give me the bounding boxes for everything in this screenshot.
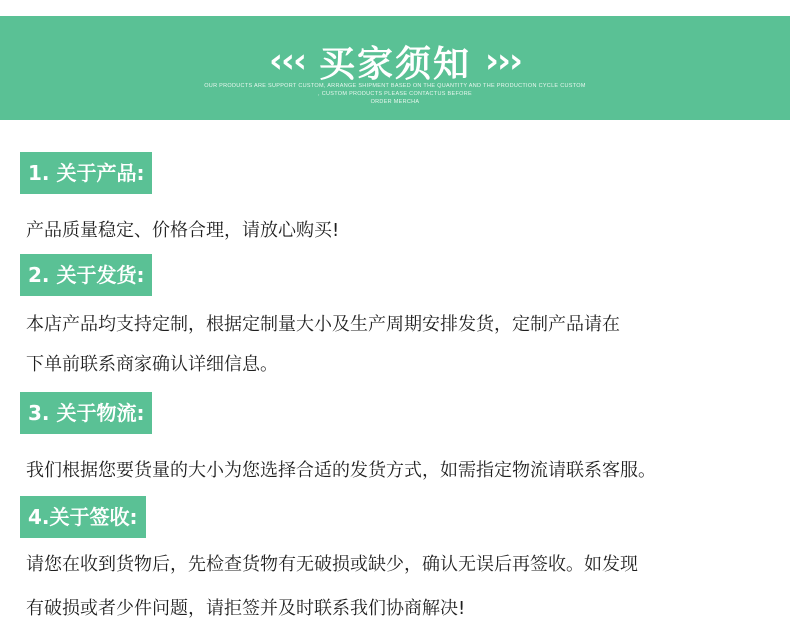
section-text-shipping: 下单前联系商家确认详细信息。 [26,354,278,375]
header-title-row [0,36,790,86]
subtitle-line: , CUSTOM PRODUCTS PLEASE CONTACTUS BEFORE [318,91,472,97]
subtitle-line: ORDER MERCHA [370,99,420,105]
section-text-logistics: 我们根据您要货量的大小为您选择合适的发货方式，如需指定物流请联系客服。 [26,460,656,481]
chevron-right-icon: ››› [485,41,522,81]
section-text-signing: 请您在收到货物后，先检查货物有无破损或缺少，确认无误后再签收。如发现 [26,554,638,575]
page-title: 买家须知 [318,43,471,85]
section-label-logistics: 3. 关于物流: [20,392,152,434]
subtitle-line: OUR PRODUCTS ARE SUPPORT CUSTOM, ARRANGE SHIPMENT BASED ON THE QUANTITY AND THE PRODUCTION CYCLE CUSTOM [204,83,586,89]
section-text-product: 产品质量稳定、价格合理，请放心购买! [26,220,340,241]
section-label-product: 1. 关于产品: [20,152,152,194]
section-text-shipping: 本店产品均支持定制，根据定制量大小及生产周期安排发货，定制产品请在 [26,314,620,335]
section-label-signing: 4.关于签收: [20,496,146,538]
section-label-shipping: 2. 关于发货: [20,254,152,296]
section-text-signing: 有破损或者少件问题，请拒签并及时联系我们协商解决! [26,598,466,619]
header-subtitle [140,82,650,106]
chevron-left-icon: ‹‹‹ [268,41,305,81]
